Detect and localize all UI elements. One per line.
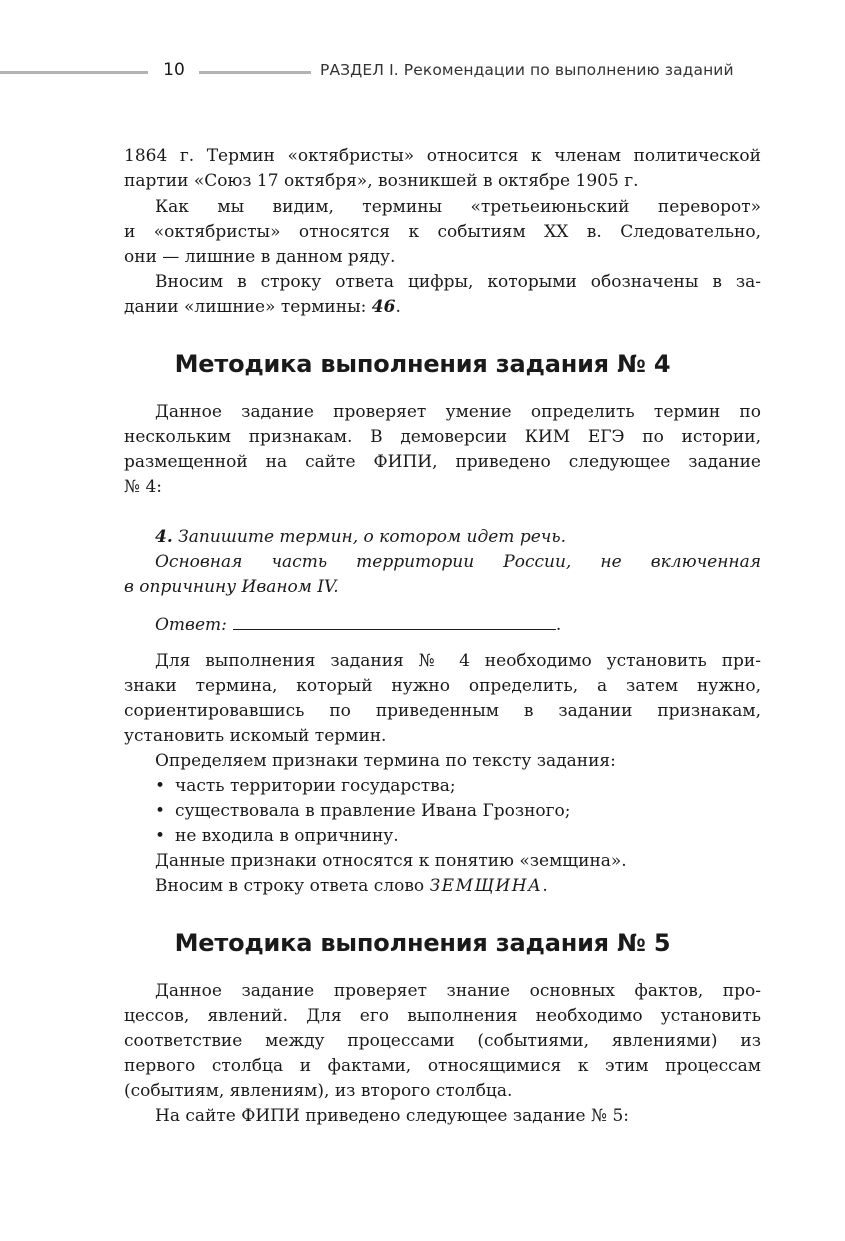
s5-p1-line4: первого столбца и фактами, относящимися к этим процессам — [124, 1056, 761, 1076]
task-4-instruction-text: Запишите термин, о котором идет речь. — [172, 527, 567, 547]
s4-answer-end: . — [542, 876, 548, 896]
s4-p1-line3: размещенной на сайте ФИПИ, приведено следующее задание — [124, 452, 761, 472]
feature-item — [124, 774, 761, 798]
intro-p1-line2: партии «Союз 17 октября», возникшей в октябре 1905 г. — [124, 171, 639, 191]
feature-text: часть территории государства; — [175, 776, 456, 796]
intro-p2-line3: они — лишние в данном ряду. — [124, 247, 396, 267]
intro-p2-line1: Как мы видим, термины «третьеиюньский переворот» — [155, 197, 761, 217]
section-4-heading: Методика выполнения задания № 4 — [174, 350, 671, 378]
s4-p2-line2: знаки термина, который нужно определить, а затем нужно, — [124, 676, 761, 696]
s4-p2-line4: установить искомый термин. — [124, 726, 387, 746]
feature-text: не входила в опричнину. — [175, 826, 399, 846]
intro-p3-line2 — [124, 295, 761, 319]
answer-blank-line — [233, 611, 556, 630]
feature-item — [124, 799, 761, 823]
running-title: РАЗДЕЛ I. Рекомендации по выполнению заданий — [320, 61, 734, 79]
bullet-icon: • — [155, 801, 166, 821]
answer-period: . — [555, 615, 562, 635]
bullet-icon: • — [155, 826, 166, 846]
section-5-heading: Методика выполнения задания № 5 — [174, 929, 671, 957]
task-4-line1: Основная часть территории России, не включенная — [155, 552, 761, 572]
feature-text: существовала в правление Ивана Грозного; — [175, 801, 571, 821]
task-4-line2: в опричнину Иваном IV. — [124, 577, 339, 597]
answer-label: Ответ: — [155, 615, 227, 635]
s5-p2-line1: На сайте ФИПИ приведено следующее задание № 5: — [155, 1106, 630, 1126]
feature-item — [124, 824, 761, 848]
s4-p1-line2: нескольким признакам. В демоверсии КИМ ЕГЭ по истории, — [124, 427, 761, 447]
s5-p1-line2: цессов, явлений. Для его выполнения необходимо установить — [124, 1006, 761, 1026]
answer-digits: 46 — [371, 297, 396, 317]
intro-p2-line2: и «октябристы» относятся к событиям XX в. Следовательно, — [124, 222, 761, 242]
intro-p3-text: дании «лишние» термины: — [124, 297, 372, 317]
s5-p1-line1: Данное задание проверяет знание основных фактов, про- — [155, 981, 761, 1001]
s4-conclusion: Данные признаки относятся к понятию «земщина». — [155, 851, 627, 871]
header-rule-middle — [199, 71, 311, 74]
s4-answer-line — [124, 874, 761, 898]
s5-p1-line5: (событиям, явлениям), из второго столбца. — [124, 1081, 513, 1101]
running-header — [0, 60, 845, 86]
intro-p3-end: . — [395, 297, 401, 317]
page-number: 10 — [163, 60, 185, 80]
s4-p2-line1: Для выполнения задания № 4 необходимо установить при- — [155, 651, 761, 671]
s4-p2-line3: сориентировавшись по приведенным в задании признакам, — [124, 701, 761, 721]
bullet-icon: • — [155, 776, 166, 796]
answer-word: ЗЕМЩИНА — [429, 876, 543, 896]
header-rule-left — [0, 71, 148, 74]
s4-p1-line1: Данное задание проверяет умение определить термин по — [155, 402, 761, 422]
task-4-instruction — [124, 525, 761, 549]
intro-p3-line1: Вносим в строку ответа цифры, которыми обозначены в за- — [155, 272, 761, 292]
task-4-answer — [124, 611, 761, 635]
s5-p1-line3: соответствие между процессами (событиями, явлениями) из — [124, 1031, 761, 1051]
intro-p1-line1: 1864 г. Термин «октябристы» относится к членам политической — [124, 146, 761, 166]
s4-answer-text: Вносим в строку ответа слово — [155, 876, 430, 896]
features-intro: Определяем признаки термина по тексту задания: — [155, 751, 616, 771]
task-4-number: 4. — [155, 527, 173, 547]
s4-p1-line4: № 4: — [124, 477, 163, 497]
